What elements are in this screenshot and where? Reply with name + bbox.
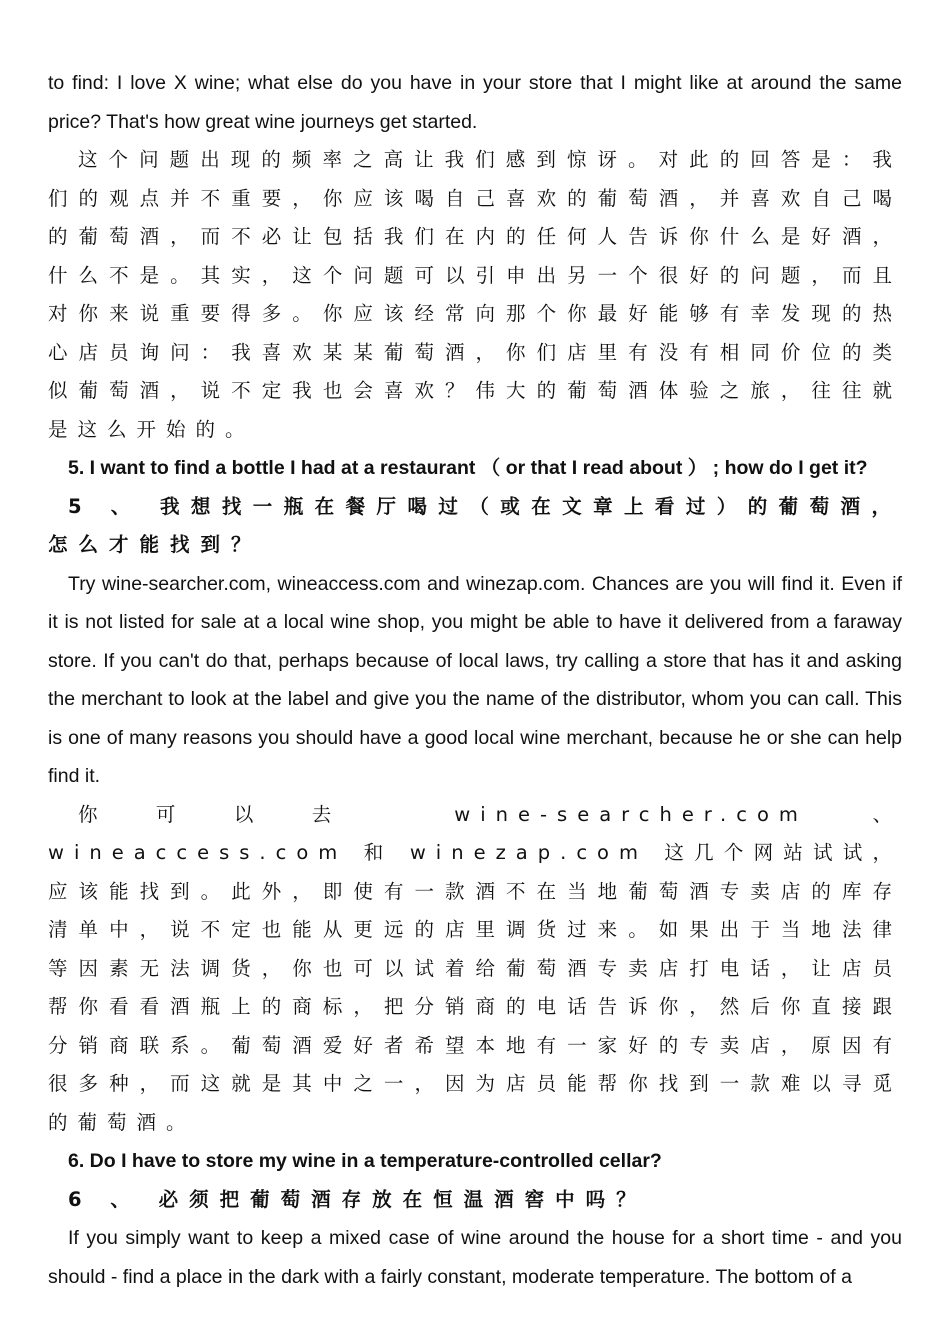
- question-6-heading-english: 6. Do I have to store my wine in a temperature-controlled cellar?: [68, 1150, 662, 1172]
- answer-5-chinese: 你可以去 wine-searcher.com 、 wineaccess.com 和 winezap.com 这几个网站试试，应该能找到。此外，即使有一款酒不在当地葡萄酒专卖店的库存清单中，说不定也能从更远的店里调货过来。如果出于当地法律等因素无法调货，你也可以试着给葡萄酒专卖店打电话，让店员帮你看看酒瓶上的商标，把分销商的电话告诉你，然后你直接跟分销商联系。葡萄酒爱好者希望本地有一家好的专卖店，原因有很多种，而这就是其中之一，因为店员能帮你找到一款难以寻觅的葡萄酒。: [48, 802, 902, 1134]
- answer-5-english: Try wine-searcher.com, wineaccess.com and winezap.com. Chances are you will find it. Even if it is not listed for sale at a local wine shop, you might be able to have it delivered from a faraway store. If you can't do that, perhaps because of local laws, try calling a store that has it and asking the merchant to look at the label and give you the name of the distributor, whom you can call. This is one of many reasons you should have a good local wine merchant, because he or she can help find it.: [48, 572, 902, 787]
- paragraph-english-continuation: to find: I love X wine; what else do you have in your store that I might like at around the same price? That's how great wine journeys get started.: [48, 72, 902, 133]
- question-5-heading-english: 5. I want to find a bottle I had at a restaurant （ or that I read about ） ; how do I get it?: [68, 457, 868, 479]
- question-6-heading-chinese: 6 、 必须把葡萄酒存放在恒温酒窖中吗？: [68, 1187, 647, 1211]
- paragraph-chinese-answer-4: 这个问题出现的频率之高让我们感到惊讶。对此的回答是：我们的观点并不重要，你应该喝自己喜欢的葡萄酒，并喜欢自己喝的葡萄酒，而不必让包括我们在内的任何人告诉你什么是好酒，什么不是。其实，这个问题可以引申出另一个很好的问题，而且对你来说重要得多。你应该经常向那个你最好能够有幸发现的热心店员询问：我喜欢某某葡萄酒，你们店里有没有相同价位的类似葡萄酒，说不定我也会喜欢？伟大的葡萄酒体验之旅，往往就是这么开始的。: [48, 148, 902, 441]
- question-5-heading-chinese: 5 、 我想找一瓶在餐厅喝过（或在文章上看过）的葡萄酒，怎么才能找到？: [48, 494, 902, 556]
- answer-6-english: If you simply want to keep a mixed case of wine around the house for a short time - and you should - find a place in the dark with a fairly constant, moderate temperature. The bottom of a: [48, 1227, 902, 1288]
